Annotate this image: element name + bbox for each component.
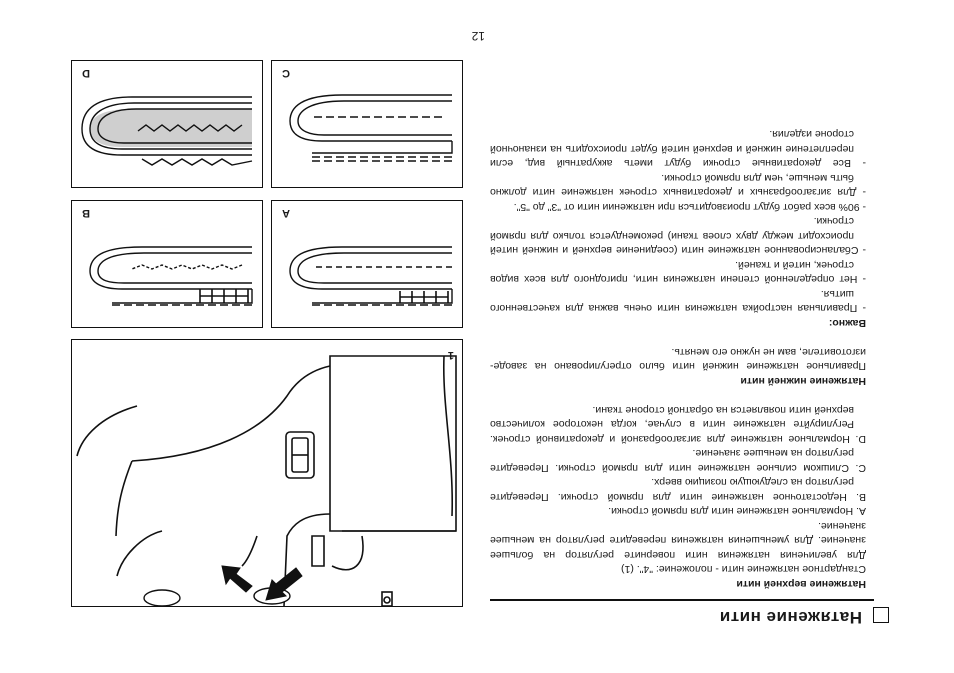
figure-c-label: C (282, 67, 290, 79)
page-number: 12 (471, 29, 485, 43)
upper-item-a: А. Нормальное натяжение нити для прямой строчки. (608, 505, 866, 518)
figure-d-label: D (82, 67, 90, 79)
sewing-machine-illustration (72, 340, 462, 606)
figure-1-machine (71, 339, 463, 607)
important-heading: Важно: (828, 317, 866, 329)
figure-c-stitch (271, 60, 463, 188)
figure-b-label: B (82, 207, 90, 219)
important-item: - Правильная настройка натяжения нити очень важна для качественного шитья. (490, 288, 866, 315)
section-title: Натяжение нити (719, 608, 862, 627)
upper-item-b: В. Недостаточное натяжение нити для прямой строчки. Переведите регулятор на следующую позицию вверх. (490, 476, 866, 503)
lower-heading: Натяжение нижней нити (740, 375, 866, 387)
figure-d-stitch (71, 60, 263, 188)
figure-a-stitch (271, 200, 463, 328)
title-divider (490, 599, 874, 601)
figure-b-stitch (71, 200, 263, 328)
important-item: - Нет определенной степени натяжения нити, пригодного для всех видов строчек, нитей и тканей. (490, 259, 866, 286)
checkbox-icon (873, 607, 889, 623)
important-item: - Сбалансированное натяжение нити (соединение верхней и нижней нитей происходит между двух слоев ткани) рекомендуется только для прямой строчки. (490, 215, 866, 257)
lower-text: Правильное натяжение нижней нити было отрегулировано на заводе-изготовителе, вам не нужно его менять. (490, 346, 866, 373)
figure-a-label: A (282, 207, 290, 219)
upper-instruction: Для увеличения натяжения нити поверните регулятор на большее значение. Для уменьшения натяжения переведите регулятор на меньшее значение. (490, 520, 866, 561)
upper-standard: Стандартное натяжение нити - положение: "4". (1) (621, 563, 866, 576)
upper-heading: Натяжение верхней нити (736, 578, 866, 590)
figure-1-label: 1 (447, 349, 454, 361)
important-item: - 90% всех работ будут производиться при натяжении нити от "3" до "5". (513, 201, 866, 213)
text-column (490, 127, 866, 591)
upper-item-d: D. Нормальное натяжение для зигзагообразной и декоративной строчек. Регулируйте натяжение нити в случае, когда некоторое количество верхней нити появляется на обратной стороне ткани. (490, 404, 866, 445)
upper-item-c: С. Слишком сильное натяжение нити для прямой строчки. Переведите регулятор на меньшее значение. (490, 447, 866, 474)
important-item: - Для зигзагообразных и декоративных строчек натяжение нити должно быть меньше, чем для прямой строчки. (490, 172, 866, 199)
important-item: - Все декоративные строчки будут иметь аккуратный вид, если переплетение нижней и верхней нитей будет происходить на изнаночной стороне изделия. (490, 128, 866, 170)
